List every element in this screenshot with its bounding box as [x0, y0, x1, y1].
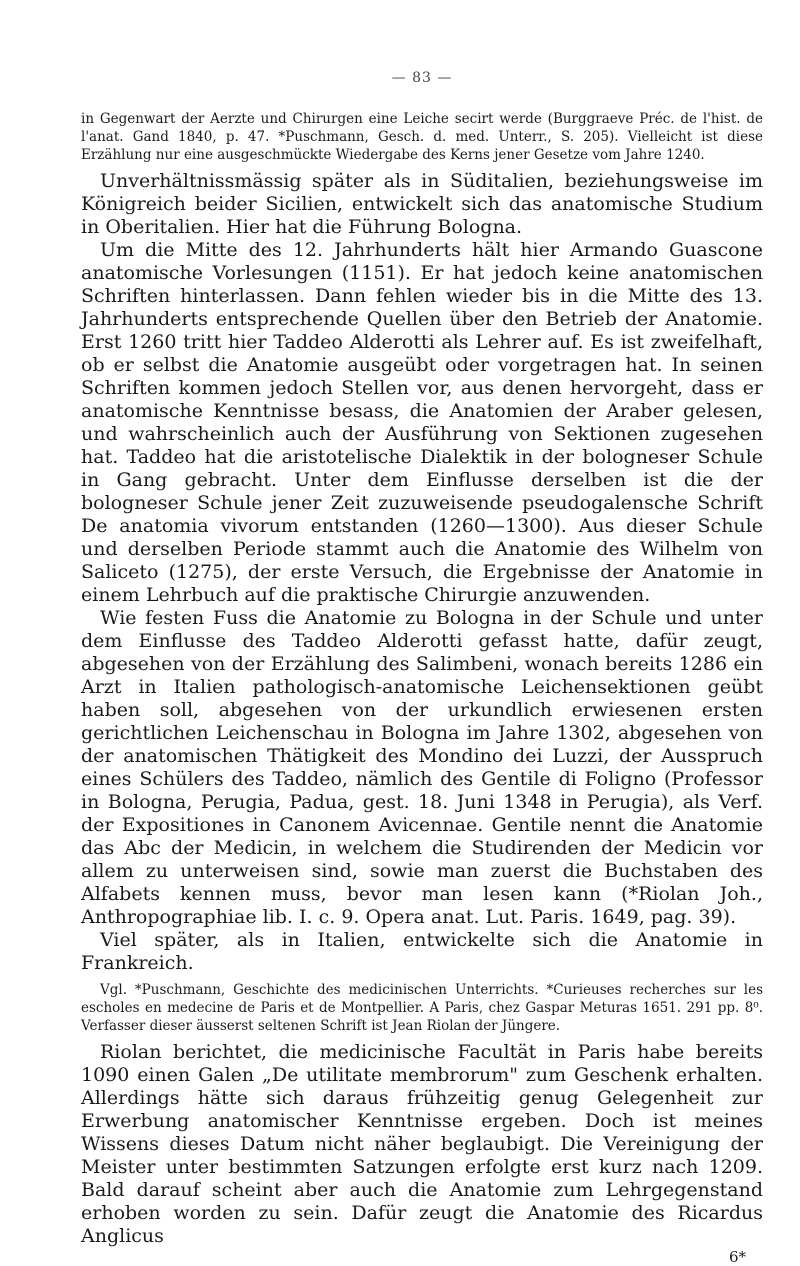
footnote-mid: Vgl. *Puschmann, Geschichte des medicinischen Unterrichts. *Curieuses recherches sur les escholes en medecine de Paris et de Montpellier. A Paris, chez Gaspar Meturas 1651. 291 pp. 8⁰. Verfasser dieser äusserst seltenen Schrift ist Jean Riolan der Jüngere.: [81, 982, 763, 1034]
document-page: [81, 70, 763, 1266]
paragraph-4: Viel später, als in Italien, entwickelte sich die Anatomie in Frankreich.: [81, 929, 763, 974]
paragraph-5: Riolan berichtet, die medicinische Facultät in Paris habe bereits 1090 einen Galen „De utilitate membrorum" zum Geschenk erhalten. Allerdings hätte sich daraus frühzeitig genug Gelegenheit zur Erwerbung anatomischer Kenntnisse ergeben. Doch ist meines Wissens dieses Datum nicht näher beglaubigt. Die Vereinigung der Meister unter bestimmten Satzungen erfolgte erst kurz nach 1209. Bald darauf scheint aber auch die Anatomie zum Lehrgegenstand erhoben worden zu sein. Dafür zeugt die Anatomie des Ricardus Anglicus: [81, 1041, 763, 1247]
signature-mark: 6*: [728, 1248, 746, 1266]
paragraph-1: Unverhältnissmässig später als in Süditalien, beziehungsweise im Königreich beider Sicilien, entwickelt sich das anatomische Studium in Oberitalien. Hier hat die Führung Bologna.: [81, 170, 763, 238]
paragraph-2: Um die Mitte des 12. Jahrhunderts hält hier Armando Guascone anatomische Vorlesungen (1151). Er hat jedoch keine anatomischen Schriften hinterlassen. Dann fehlen wieder bis in die Mitte des 13. Jahrhunderts entsprechende Quellen über den Betrieb der Anatomie. Erst 1260 tritt hier Taddeo Alderotti als Lehrer auf. Es ist zweifelhaft, ob er selbst die Anatomie ausgeübt oder vorgetragen hat. In seinen Schriften kommen jedoch Stellen vor, aus denen hervorgeht, dass er anatomische Kenntnisse besass, die Anatomien der Araber gelesen, und wahrscheinlich auch der Ausführung von Sektionen zugesehen hat. Taddeo hat die aristotelische Dialektik in der bologneser Schule in Gang gebracht. Unter dem Einflusse derselben ist die der bologneser Schule jener Zeit zuzuweisende pseudogalensche Schrift De anatomia vivorum entstanden (1260—1300). Aus dieser Schule und derselben Periode stammt auch die Anatomie des Wilhelm von Saliceto (1275), der erste Versuch, die Ergebnisse der Anatomie in einem Lehrbuch auf die praktische Chirurgie anzuwenden.: [81, 239, 763, 606]
paragraph-3: Wie festen Fuss die Anatomie zu Bologna in der Schule und unter dem Einflusse des Taddeo Alderotti gefasst hatte, dafür zeugt, abgesehen von der Erzählung des Salimbeni, wonach bereits 1286 ein Arzt in Italien pathologisch-anatomische Leichensektionen geübt haben soll, abgesehen von der urkundlich erwiesenen ersten gerichtlichen Leichenschau in Bologna im Jahre 1302, abgesehen von der anatomischen Thätigkeit des Mondino dei Luzzi, der Ausspruch eines Schülers des Taddeo, nämlich des Gentile di Foligno (Professor in Bologna, Perugia, Padua, gest. 18. Juni 1348 in Perugia), als Verf. der Expositiones in Canonem Avicennae. Gentile nennt die Anatomie das Abc der Medicin, in welchem die Studirenden der Medicin vor allem zu unterweisen sind, sowie man zuerst die Buchstaben des Alfabets kennen muss, bevor man lesen kann (*Riolan Joh., Anthropographiae lib. I. c. 9. Opera anat. Lut. Paris. 1649, pag. 39).: [81, 607, 763, 928]
page-number: — 83 —: [391, 70, 453, 86]
footnote-top: in Gegenwart der Aerzte und Chirurgen eine Leiche secirt werde (Burggraeve Préc. de l'hist. de l'anat. Gand 1840, p. 47. *Puschmann, Gesch. d. med. Unterr., S. 205). Vielleicht ist diese Erzählung nur eine ausgeschmückte Wiedergabe des Kerns jener Gesetze vom Jahre 1240.: [81, 111, 763, 163]
